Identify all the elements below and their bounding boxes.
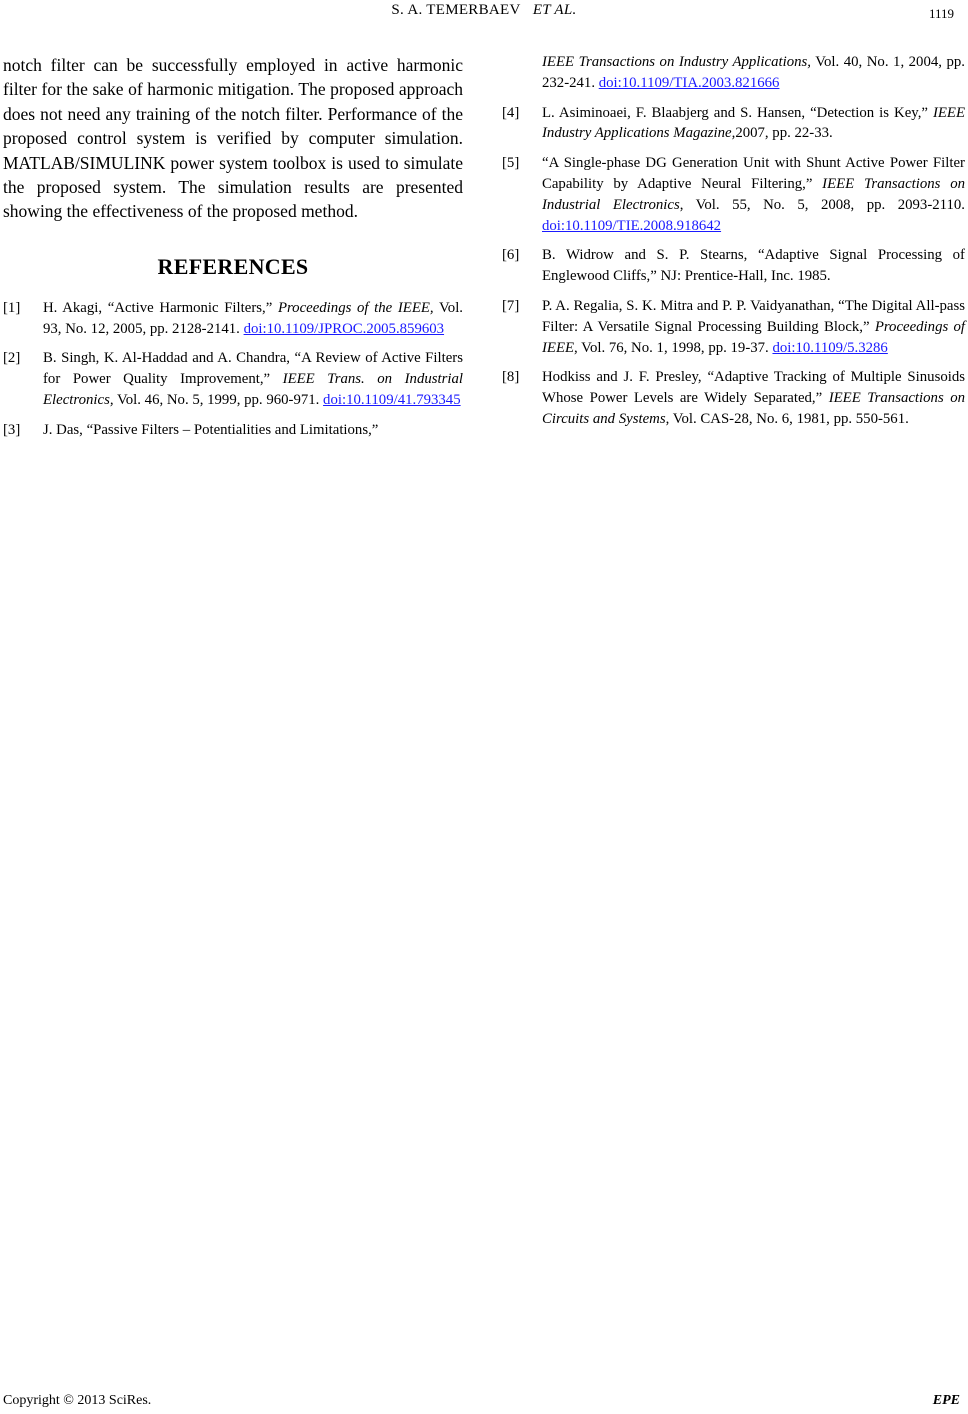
page-number: 1119 [928, 6, 954, 21]
reference-4 [502, 103, 965, 145]
reference-text: Hodkiss and J. F. Presley, “Adaptive Tracking of Multiple Sinusoids Whose Power Levels are Widely Separated,” [542, 369, 965, 407]
doi-link[interactable]: doi:10.1109/41.793345 [323, 392, 461, 409]
reference-text: J. Das, “Passive Filters – Potentialities and Limitations,” [43, 421, 379, 438]
reference-number: [7] [502, 297, 520, 314]
reference-venue: Proceedings of IEEE [542, 318, 965, 356]
reference-2 [3, 348, 463, 410]
reference-text: L. Asiminoaei, F. Blaabjerg and S. Hansen, “Detection is Key,” [542, 104, 933, 121]
reference-venue: IEEE Trans. on Industrial Electronics, [43, 371, 463, 409]
reference-number: [5] [502, 155, 520, 172]
reference-venue: IEEE Transactions on Circuits and Systems [542, 390, 965, 427]
conclusion-paragraph: notch filter can be successfully employed in active harmonic filter for the sake of harmonic mitigation. The proposed approach does not need any training of the notch filter. Performance of the proposed control system is verified by computer simulation. MATLAB/SIMULINK power system toolbox is used to simulate the proposed system. The simulation results are presented showing the effectiveness of the proposed method. [3, 55, 463, 222]
copyright-notice: Copyright © 2013 SciRes. [3, 1393, 152, 1408]
page-header [0, 2, 968, 26]
page-footer [3, 1393, 960, 1413]
reference-number: [4] [502, 104, 520, 121]
left-column [3, 53, 463, 450]
reference-text: “A Single-phase DG Generation Unit with Shunt Active Power Filter Capability by Adaptive Neural Filtering,” [542, 155, 965, 192]
running-head-author: S. A. TEMERBAEV [391, 2, 521, 18]
reference-number: [3] [3, 421, 21, 438]
reference-6 [502, 245, 965, 287]
doi-link[interactable]: doi:10.1109/TIE.2008.918642 [542, 217, 722, 234]
reference-details: 2007, pp. 22-33. [735, 125, 833, 142]
doi-link[interactable]: doi:10.1109/JPROC.2005.859603 [243, 320, 445, 337]
reference-number: [6] [502, 247, 520, 264]
reference-text: B. Singh, K. Al-Haddad and A. Chandra, “A Review of Active Filters for Power Quality Improvement,” [43, 350, 463, 388]
journal-abbrev: EPE [932, 1393, 960, 1408]
running-head-etal: ET AL. [532, 2, 577, 18]
reference-venue: IEEE Transactions on Industrial Electronics [542, 175, 965, 213]
reference-number: [1] [3, 299, 21, 316]
reference-5 [502, 153, 965, 236]
reference-details: Vol. 46, No. 5, 1999, pp. 960-971. [113, 392, 324, 409]
doi-link[interactable]: doi:10.1109/5.3286 [772, 339, 888, 356]
reference-number: [8] [502, 369, 520, 386]
reference-3-continued [502, 52, 965, 94]
reference-text: P. A. Regalia, S. K. Mitra and P. P. Vaidyanathan, “The Digital All-pass Filter: A Versatile Signal Processing Building Block,” [542, 297, 965, 335]
references-heading: REFERENCES [157, 253, 309, 279]
reference-3-start [3, 420, 463, 441]
reference-venue: IEEE Transactions on Industry Applications, [542, 54, 811, 70]
reference-details: , Vol. 76, No. 1, 1998, pp. 19-37. [574, 339, 773, 356]
running-head [0, 2, 968, 19]
reference-venue: Proceedings of the IEEE, [277, 299, 434, 316]
right-column [502, 52, 965, 439]
doi-link[interactable]: doi:10.1109/TIA.2003.821666 [598, 74, 780, 91]
reference-7 [502, 296, 965, 358]
reference-details: , Vol. CAS-28, No. 6, 1981, pp. 550-561. [665, 410, 909, 427]
reference-details: Vol. 40, No. 1, 2004, pp. 232-241. [542, 54, 965, 91]
reference-text: H. Akagi, “Active Harmonic Filters,” [43, 299, 278, 316]
reference-details: , Vol. 55, No. 5, 2008, pp. 2093-2110. [679, 196, 965, 213]
reference-number: [2] [3, 350, 21, 367]
reference-venue: IEEE Industry Applications Magazine, [542, 104, 965, 142]
reference-1 [3, 298, 463, 340]
reference-details: Vol. 93, No. 12, 2005, pp. 2128-2141. [43, 299, 464, 337]
reference-8 [502, 367, 965, 429]
reference-text: B. Widrow and S. P. Stearns, “Adaptive Signal Processing of Englewood Cliffs,” NJ: Prentice-Hall, Inc. 1985. [542, 247, 965, 285]
